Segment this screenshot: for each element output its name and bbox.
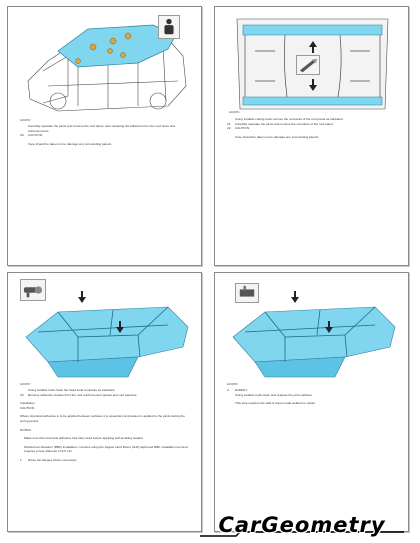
manual-page-4 xyxy=(214,272,409,532)
grinder-icon xyxy=(20,279,46,301)
step-row: Care should be taken not to damage any surrounding panels. xyxy=(28,141,112,146)
step-row: Where structural adhesive is to be applied between surfaces it is essential compression is applied to the joints during the curing period. xyxy=(20,414,185,423)
figure-code: E193057 xyxy=(20,383,31,386)
step-row: 20. CAUTION: xyxy=(20,133,43,138)
step-row: 22. CAUTION: xyxy=(227,126,250,131)
step-row: Using suitable tools clean the bead local remnants as indicated. xyxy=(28,388,116,392)
step-row: Using suitable tools clean and prepare the joint surfaces. xyxy=(235,392,313,397)
step-text xyxy=(227,117,398,139)
step-text xyxy=(227,388,398,406)
manual-page-2 xyxy=(214,6,409,266)
step-row: 2. E193917 xyxy=(227,388,248,392)
step-row: This step requires the skill of sheet metal welders to repair. xyxy=(235,401,316,406)
chisel-icon xyxy=(296,55,320,75)
step-row: Care should be taken not to damage any surrounding panels. xyxy=(235,134,319,139)
logo-text: CarGeometry xyxy=(218,513,386,537)
caution-heading: CAUTION: xyxy=(20,405,35,410)
step-row: 1. Dress the flanges where necessary. xyxy=(20,457,77,462)
notes-heading: NOTES: xyxy=(20,427,32,432)
section-heading: Installation xyxy=(20,401,35,406)
step-row: 23. Remove adhesive residue from the roof reinforcement panels and roof aperture. xyxy=(20,392,138,397)
note-item: Make sure that structural adhesive has fully cured before applying self-levelling sealant. xyxy=(24,436,144,441)
manual-page-3 xyxy=(7,272,202,532)
note-item: Windscreen Retainer (RBF) installation: involves using the Jaguar Land Rover (JLR) approved RBF installation tool and requires a hole diameter of 6.5 mm. xyxy=(24,444,188,454)
dolly-icon xyxy=(235,283,259,303)
manual-page-1 xyxy=(7,6,202,266)
person-icon xyxy=(158,15,180,39)
watermark-logo xyxy=(196,512,408,538)
figure-code: E193058 xyxy=(227,383,238,386)
figure-code: E193054 xyxy=(229,111,240,114)
step-text xyxy=(20,124,191,146)
figure-code: E193053 xyxy=(20,119,31,122)
step-row: Carefully separate the joints and remove the roof panel, also releasing the adhesive from the roof bows and reinforcements. xyxy=(28,124,176,133)
step-row: Using suitable cutting tools remove the remnants of the roof panel as indicated. xyxy=(235,117,344,121)
step-row: 21. Carefully separate the joints and remove the remnants of the roof panel. xyxy=(227,121,334,126)
step-text xyxy=(20,388,191,463)
